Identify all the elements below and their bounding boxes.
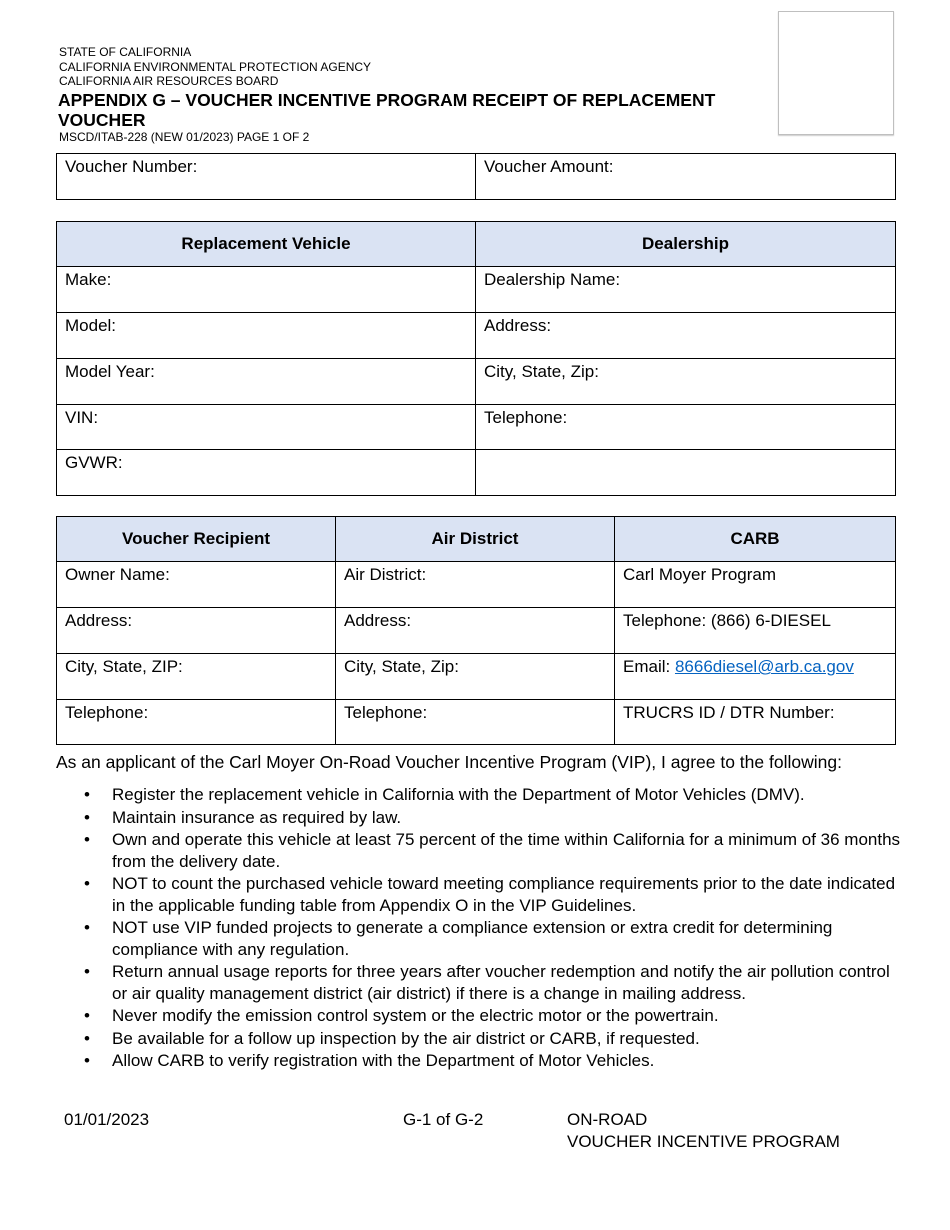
owner-address-field[interactable] [57,608,336,654]
field-label: Address: [65,611,133,630]
owner-telephone-field[interactable] [57,700,336,745]
agency-line: CALIFORNIA ENVIRONMENTAL PROTECTION AGENCY [59,59,372,74]
agency-line: CALIFORNIA AIR RESOURCES BOARD [59,74,279,88]
field-label: VIN: [65,408,99,427]
list-item: • Return annual usage reports for three years after voucher redemption and notify the air pollution control or air quality management district (air district) if there is a change in mailing address. [56,961,906,1004]
agreement-list [56,784,906,1073]
column-header: Replacement Vehicle [57,222,476,267]
field-label: GVWR: [65,453,123,472]
field-label: Model Year: [65,362,155,381]
field-label: City, State, ZIP: [65,657,183,676]
air-district-field[interactable] [336,562,615,608]
field-label: Voucher Number: [65,157,198,176]
vin-field[interactable] [57,405,476,450]
dealership-city-field[interactable] [476,359,896,405]
make-field[interactable] [57,267,476,313]
agreement-intro: As an applicant of the Carl Moyer On-Road Voucher Incentive Program (VIP), I agree to the following: [56,752,842,772]
field-label: Telephone: [344,703,428,722]
column-header: Voucher Recipient [57,517,336,562]
field-label: TRUCRS ID / DTR Number: [623,703,835,722]
field-label: Telephone: [484,408,568,427]
column-header: CARB [615,517,896,562]
carb-program-cell: Carl Moyer Program [615,562,896,608]
agency-header [59,45,371,89]
model-year-field[interactable] [57,359,476,405]
field-label: City, State, Zip: [484,362,599,381]
voucher-amount-field[interactable] [476,154,896,200]
list-item: • Be available for a follow up inspection by the air district or CARB, if requested. [56,1028,906,1050]
voucher-number-field[interactable] [57,154,476,200]
gvwr-field[interactable] [57,450,476,496]
form-number: MSCD/ITAB-228 (NEW 01/2023) PAGE 1 OF 2 [59,130,310,144]
district-telephone-field[interactable] [336,700,615,745]
list-item: • Register the replacement vehicle in California with the Department of Motor Vehicles (DMV). [56,784,906,806]
district-address-field[interactable] [336,608,615,654]
owner-name-field[interactable] [57,562,336,608]
footer-program [567,1109,840,1152]
owner-city-field[interactable] [57,654,336,700]
list-item: • Never modify the emission control system or the electric motor or the powertrain. [56,1005,906,1027]
carb-telephone-cell: Telephone: (866) 6-DIESEL [615,608,896,654]
email-link[interactable]: 8666diesel@arb.ca.gov [674,657,854,676]
field-label: Voucher Amount: [484,157,614,176]
vehicle-dealership-table [56,221,896,496]
field-label: City, State, Zip: [344,657,459,676]
district-city-field[interactable] [336,654,615,700]
field-label: Owner Name: [65,565,170,584]
footer-page-number: G-1 of G-2 [403,1110,484,1129]
field-label: Model: [65,316,117,335]
list-item: • Own and operate this vehicle at least 75 percent of the time within California for a minimum of 36 months from the delivery date. [56,829,906,872]
agency-line: STATE OF CALIFORNIA [59,45,192,59]
model-field[interactable] [57,313,476,359]
stamp-box [778,11,894,135]
email-label: Email: [623,657,675,676]
list-item: • NOT use VIP funded projects to generate a compliance extension or extra credit for determining compliance with any regulation. [56,917,906,960]
empty-cell [476,450,896,496]
field-label: Address: [484,316,552,335]
list-item: • Allow CARB to verify registration with the Department of Motor Vehicles. [56,1050,906,1072]
field-label: Air District: [344,565,427,584]
column-header: Dealership [476,222,896,267]
field-label: Dealership Name: [484,270,621,289]
field-label: Make: [65,270,112,289]
footer-date: 01/01/2023 [64,1110,150,1129]
field-label: Address: [344,611,412,630]
dealership-name-field[interactable] [476,267,896,313]
field-label: Telephone: [65,703,149,722]
dealership-telephone-field[interactable] [476,405,896,450]
trucrs-id-field[interactable] [615,700,896,745]
carb-email-cell [615,654,896,700]
footer-program-line: ON-ROAD [567,1110,648,1129]
footer-program-line: VOUCHER INCENTIVE PROGRAM [567,1131,840,1151]
voucher-table [56,153,896,200]
dealership-address-field[interactable] [476,313,896,359]
column-header: Air District [336,517,615,562]
contact-table [56,516,896,745]
page-title: APPENDIX G – VOUCHER INCENTIVE PROGRAM RECEIPT OF REPLACEMENT VOUCHER [58,90,716,130]
list-item: • NOT to count the purchased vehicle toward meeting compliance requirements prior to the date indicated in the applicable funding table from Appendix O in the VIP Guidelines. [56,873,906,916]
list-item: • Maintain insurance as required by law. [56,807,906,829]
